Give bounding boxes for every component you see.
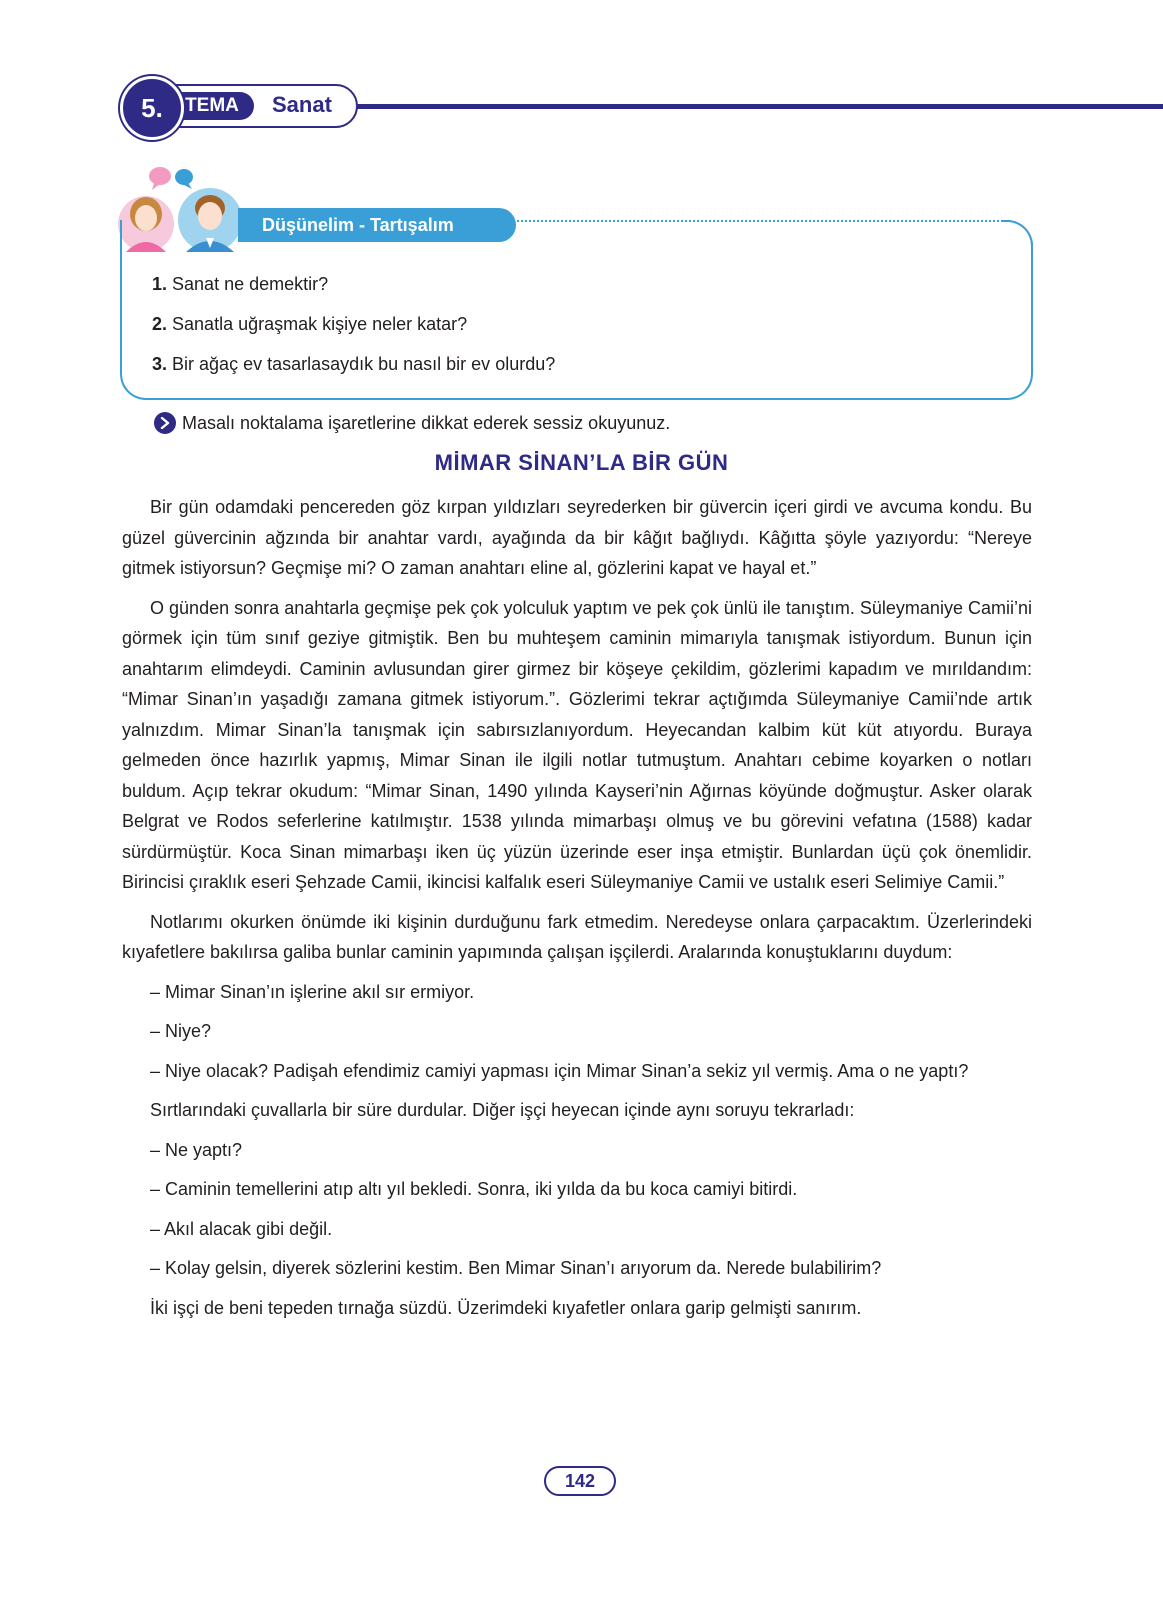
dialogue-line: – Kolay gelsin, diyerek sözlerini kestim. Ben Mimar Sinan’ı arıyorum da. Nerede bulabilirim? xyxy=(150,1258,882,1278)
dialogue-line: – Niye? xyxy=(150,1021,212,1041)
header-rule xyxy=(350,104,1163,109)
story-title: MİMAR SİNAN’LA BİR GÜN xyxy=(434,450,729,475)
unit-title: Sanat xyxy=(272,92,332,117)
discussion-title: Düşünelim - Tartışalım xyxy=(238,208,516,242)
dialogue-line: – Mimar Sinan’ın işlerine akıl sır ermiyor. xyxy=(150,981,475,1002)
dialogue-line: – Akıl alacak gibi değil. xyxy=(150,1218,333,1239)
page-header xyxy=(0,0,1163,160)
story-paragraph: Notlarımı okurken önümde iki kişinin durduğunu fark etmedim. Neredeyse onlara çarpacaktım. Üzerlerindeki kıyafetlere bakılırsa galiba bunlar caminin yapımında çalışan işçilerdi. Aralarında konuştuklarını duydum: xyxy=(122,911,1032,962)
question-item: 1. Sanat ne demektir? xyxy=(152,274,329,294)
discussion-box-corner xyxy=(1003,220,1033,250)
dialogue-line: – Caminin temellerini atıp altı yıl bekledi. Sonra, iki yılda da bu koca camiyi bitirdi. xyxy=(150,1179,798,1199)
dialogue-line: – Ne yaptı? xyxy=(150,1139,243,1160)
story-paragraph: İki işçi de beni tepeden tırnağa süzdü. Üzerimdeki kıyafetler onlara garip gelmişti sanırım. xyxy=(150,1297,862,1318)
story-paragraph: Bir gün odamdaki pencereden göz kırpan yıldızları seyrederken bir güvercin içeri girdi ve avcuma kondu. Bu güzel güvercinin ağzında bir anahtar vardı, ayağında da bir kâğıt bağlıydı. Kâğıtta şöyle yazıyordu: “Nereye gitmek istiyorsun? Geçmişe mi? O zaman anahtarı eline al, gözlerini kapat ve hayal et.” xyxy=(122,497,1032,578)
question-item: 2. Sanatla uğraşmak kişiye neler katar? xyxy=(152,314,468,334)
question-item: 3. Bir ağaç ev tasarlasaydık bu nasıl bir ev olurdu? xyxy=(152,354,556,374)
instruction-text: Masalı noktalama işaretlerine dikkat ederek sessiz okuyunuz. xyxy=(182,413,671,433)
story-paragraph: O günden sonra anahtarla geçmişe pek çok yolculuk yaptım ve pek çok ünlü ile tanıştım. Süleymaniye Camii’ni görmek için tüm sınıf geziye gitmiştik. Ben bu muhteşem caminin mimarıyla tanışmak istiyordum. Bunun için anahtarım elimdeydi. Caminin avlusundan girer girmez bir köşeye çekildim, gözlerimi kapadım ve mırıldandım: “Mimar Sinan’ın yaşadığı zamana gitmek istiyorum.”. Gözlerimi tekrar açtığımda Süleymaniye Camii’nde artık yalnızdım. Mimar Sinan’la tanışmak için sabırsızlanıyordum. Heyecandan kalbim küt küt atıyordu. Buraya gelmeden önce hazırlık yapmış, Mimar Sinan ile ilgili notlar tutmuştum. Anahtarı cebime koyarken o notları buldum. Açıp tekrar okudum: “Mimar Sinan, 1490 yılında Kayseri’nin Ağırnas köyünde doğmuştur. Asker olarak Belgrat ve Rodos seferlerine katılmıştır. 1538 yılında mimarbaşı olmuş ve bu görevini vefatına (1588) kadar sürdürmüştür. Koca Sinan mimarbaşı iken üç yüzün üzerinde eser inşa etmiştir. Bunlardan üçü çok önemlidir. Birincisi çıraklık eseri Şehzade Camii, ikincisi kalfalık eseri Süleymaniye Camii ve ustalık eseri Selimiye Camii.” xyxy=(122,597,1032,892)
reading-instruction xyxy=(154,411,670,435)
chevron-right-icon xyxy=(154,412,176,434)
unit-label: TEMA xyxy=(170,92,254,120)
story-paragraph: Sırtlarındaki çuvallarla bir süre durdular. Diğer işçi heyecan içinde aynı soruyu tekrarladı: xyxy=(150,1100,855,1120)
dialogue-line: – Niye olacak? Padişah efendimiz camiyi yapması için Mimar Sinan’a sekiz yıl vermiş. Ama o ne yaptı? xyxy=(150,1060,969,1081)
unit-number: 5. xyxy=(120,76,184,140)
discussion-questions xyxy=(152,272,555,392)
discussion-box-top-rule xyxy=(510,220,1010,222)
page-number: 142 xyxy=(544,1466,616,1496)
story-body xyxy=(122,492,1032,1332)
